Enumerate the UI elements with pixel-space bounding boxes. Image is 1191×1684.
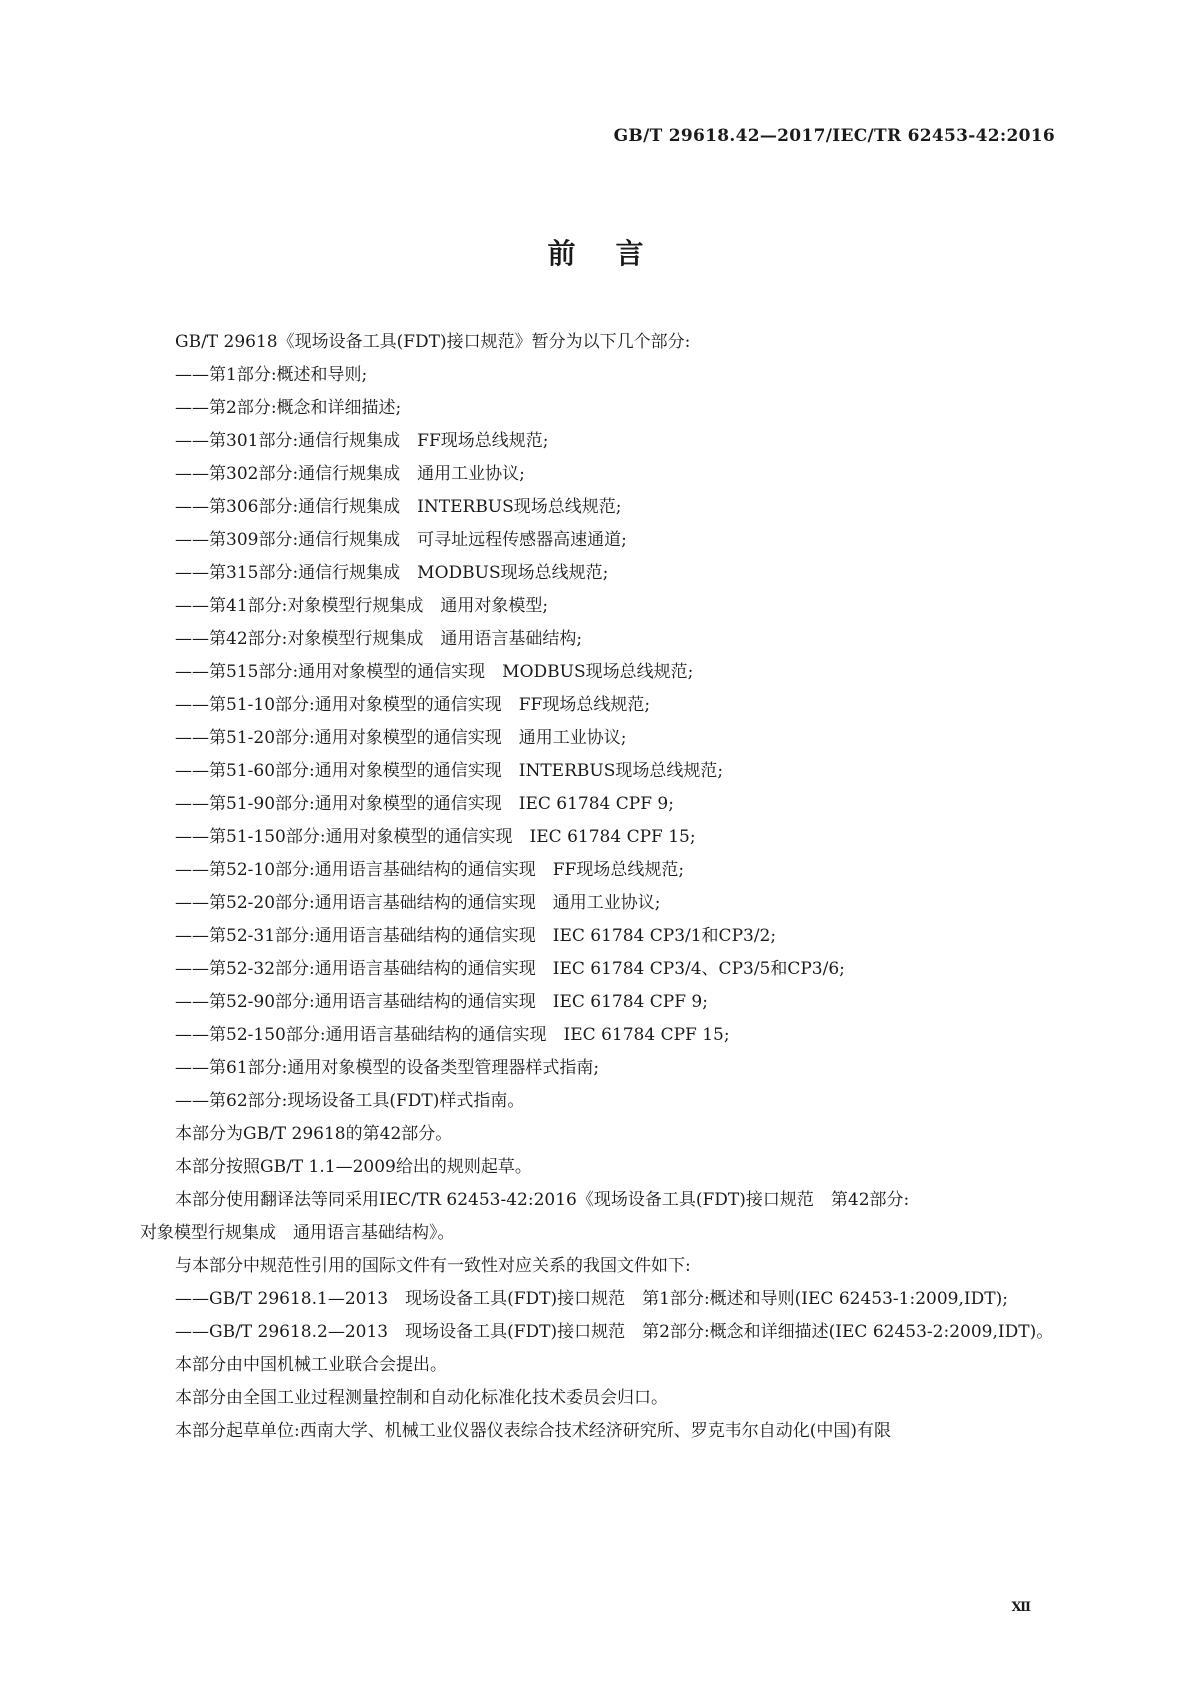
list-item: ——第51-60部分:通用对象模型的通信实现 INTERBUS现场总线规范;: [175, 761, 724, 781]
list-item: ——第51-10部分:通用对象模型的通信实现 FF现场总线规范;: [175, 695, 651, 715]
list-item: ——第42部分:对象模型行规集成 通用语言基础结构;: [175, 629, 583, 649]
list-item: ——第309部分:通信行规集成 可寻址远程传感器高速通道;: [175, 530, 627, 550]
list-item: ——第306部分:通信行规集成 INTERBUS现场总线规范;: [175, 497, 622, 517]
list-item: ——第315部分:通信行规集成 MODBUS现场总线规范;: [175, 563, 609, 583]
parts-list: [175, 359, 1065, 1118]
list-item: ——第62部分:现场设备工具(FDT)样式指南。: [175, 1091, 525, 1111]
part-number-paragraph: 本部分为GB/T 29618的第42部分。: [175, 1124, 453, 1144]
references-list: [175, 1283, 1065, 1349]
list-item: ——第52-150部分:通用语言基础结构的通信实现 IEC 61784 CPF 15;: [175, 1025, 730, 1045]
list-item: ——第52-20部分:通用语言基础结构的通信实现 通用工业协议;: [175, 893, 661, 913]
list-item: ——第302部分:通信行规集成 通用工业协议;: [175, 464, 525, 484]
list-item: ——第52-31部分:通用语言基础结构的通信实现 IEC 61784 CP3/1和CP3/2;: [175, 926, 777, 946]
page-title: 前言: [547, 237, 684, 270]
list-item: ——第1部分:概述和导则;: [175, 365, 368, 385]
list-item: ——GB/T 29618.2—2013 现场设备工具(FDT)接口规范 第2部分:概念和详细描述(IEC 62453-2:2009,IDT)。: [175, 1322, 1054, 1342]
references-intro-paragraph: 与本部分中规范性引用的国际文件有一致性对应关系的我国文件如下:: [175, 1256, 691, 1276]
list-item: ——第52-90部分:通用语言基础结构的通信实现 IEC 61784 CPF 9;: [175, 992, 708, 1012]
centralized-by-paragraph: 本部分由全国工业过程测量控制和自动化标准化技术委员会归口。: [175, 1388, 668, 1408]
list-item: ——第52-10部分:通用语言基础结构的通信实现 FF现场总线规范;: [175, 860, 685, 880]
drafting-units-paragraph: 本部分起草单位:西南大学、机械工业仪器仪表综合技术经济研究所、罗克韦尔自动化(中国)有限: [175, 1421, 891, 1441]
intro-paragraph: GB/T 29618《现场设备工具(FDT)接口规范》暂分为以下几个部分:: [175, 332, 691, 352]
list-item: ——GB/T 29618.1—2013 现场设备工具(FDT)接口规范 第1部分:概述和导则(IEC 62453-1:2009,IDT);: [175, 1289, 1008, 1309]
proposed-by-paragraph: 本部分由中国机械工业联合会提出。: [175, 1355, 447, 1375]
list-item: ——第301部分:通信行规集成 FF现场总线规范;: [175, 431, 549, 451]
adoption-paragraph: 本部分使用翻译法等同采用IEC/TR 62453-42:2016《现场设备工具(FDT)接口规范 第42部分:: [175, 1190, 910, 1210]
page-number: Ⅻ: [1011, 1600, 1031, 1615]
list-item: ——第61部分:通用对象模型的设备类型管理器样式指南;: [175, 1058, 600, 1078]
drafting-rules-paragraph: 本部分按照GB/T 1.1—2009给出的规则起草。: [175, 1157, 532, 1177]
standard-number-header: GB/T 29618.42—2017/IEC/TR 62453-42:2016: [613, 126, 1055, 146]
list-item: ——第515部分:通用对象模型的通信实现 MODBUS现场总线规范;: [175, 662, 694, 682]
list-item: ——第2部分:概念和详细描述;: [175, 398, 402, 418]
list-item: ——第51-20部分:通用对象模型的通信实现 通用工业协议;: [175, 728, 627, 748]
list-item: ——第51-90部分:通用对象模型的通信实现 IEC 61784 CPF 9;: [175, 794, 674, 814]
foreword-body: [140, 326, 1065, 1448]
list-item: ——第41部分:对象模型行规集成 通用对象模型;: [175, 596, 549, 616]
list-item: ——第51-150部分:通用对象模型的通信实现 IEC 61784 CPF 15;: [175, 827, 696, 847]
adoption-paragraph-continued: 对象模型行规集成 通用语言基础结构》。: [140, 1223, 455, 1243]
list-item: ——第52-32部分:通用语言基础结构的通信实现 IEC 61784 CP3/4、CP3/5和CP3/6;: [175, 959, 845, 979]
